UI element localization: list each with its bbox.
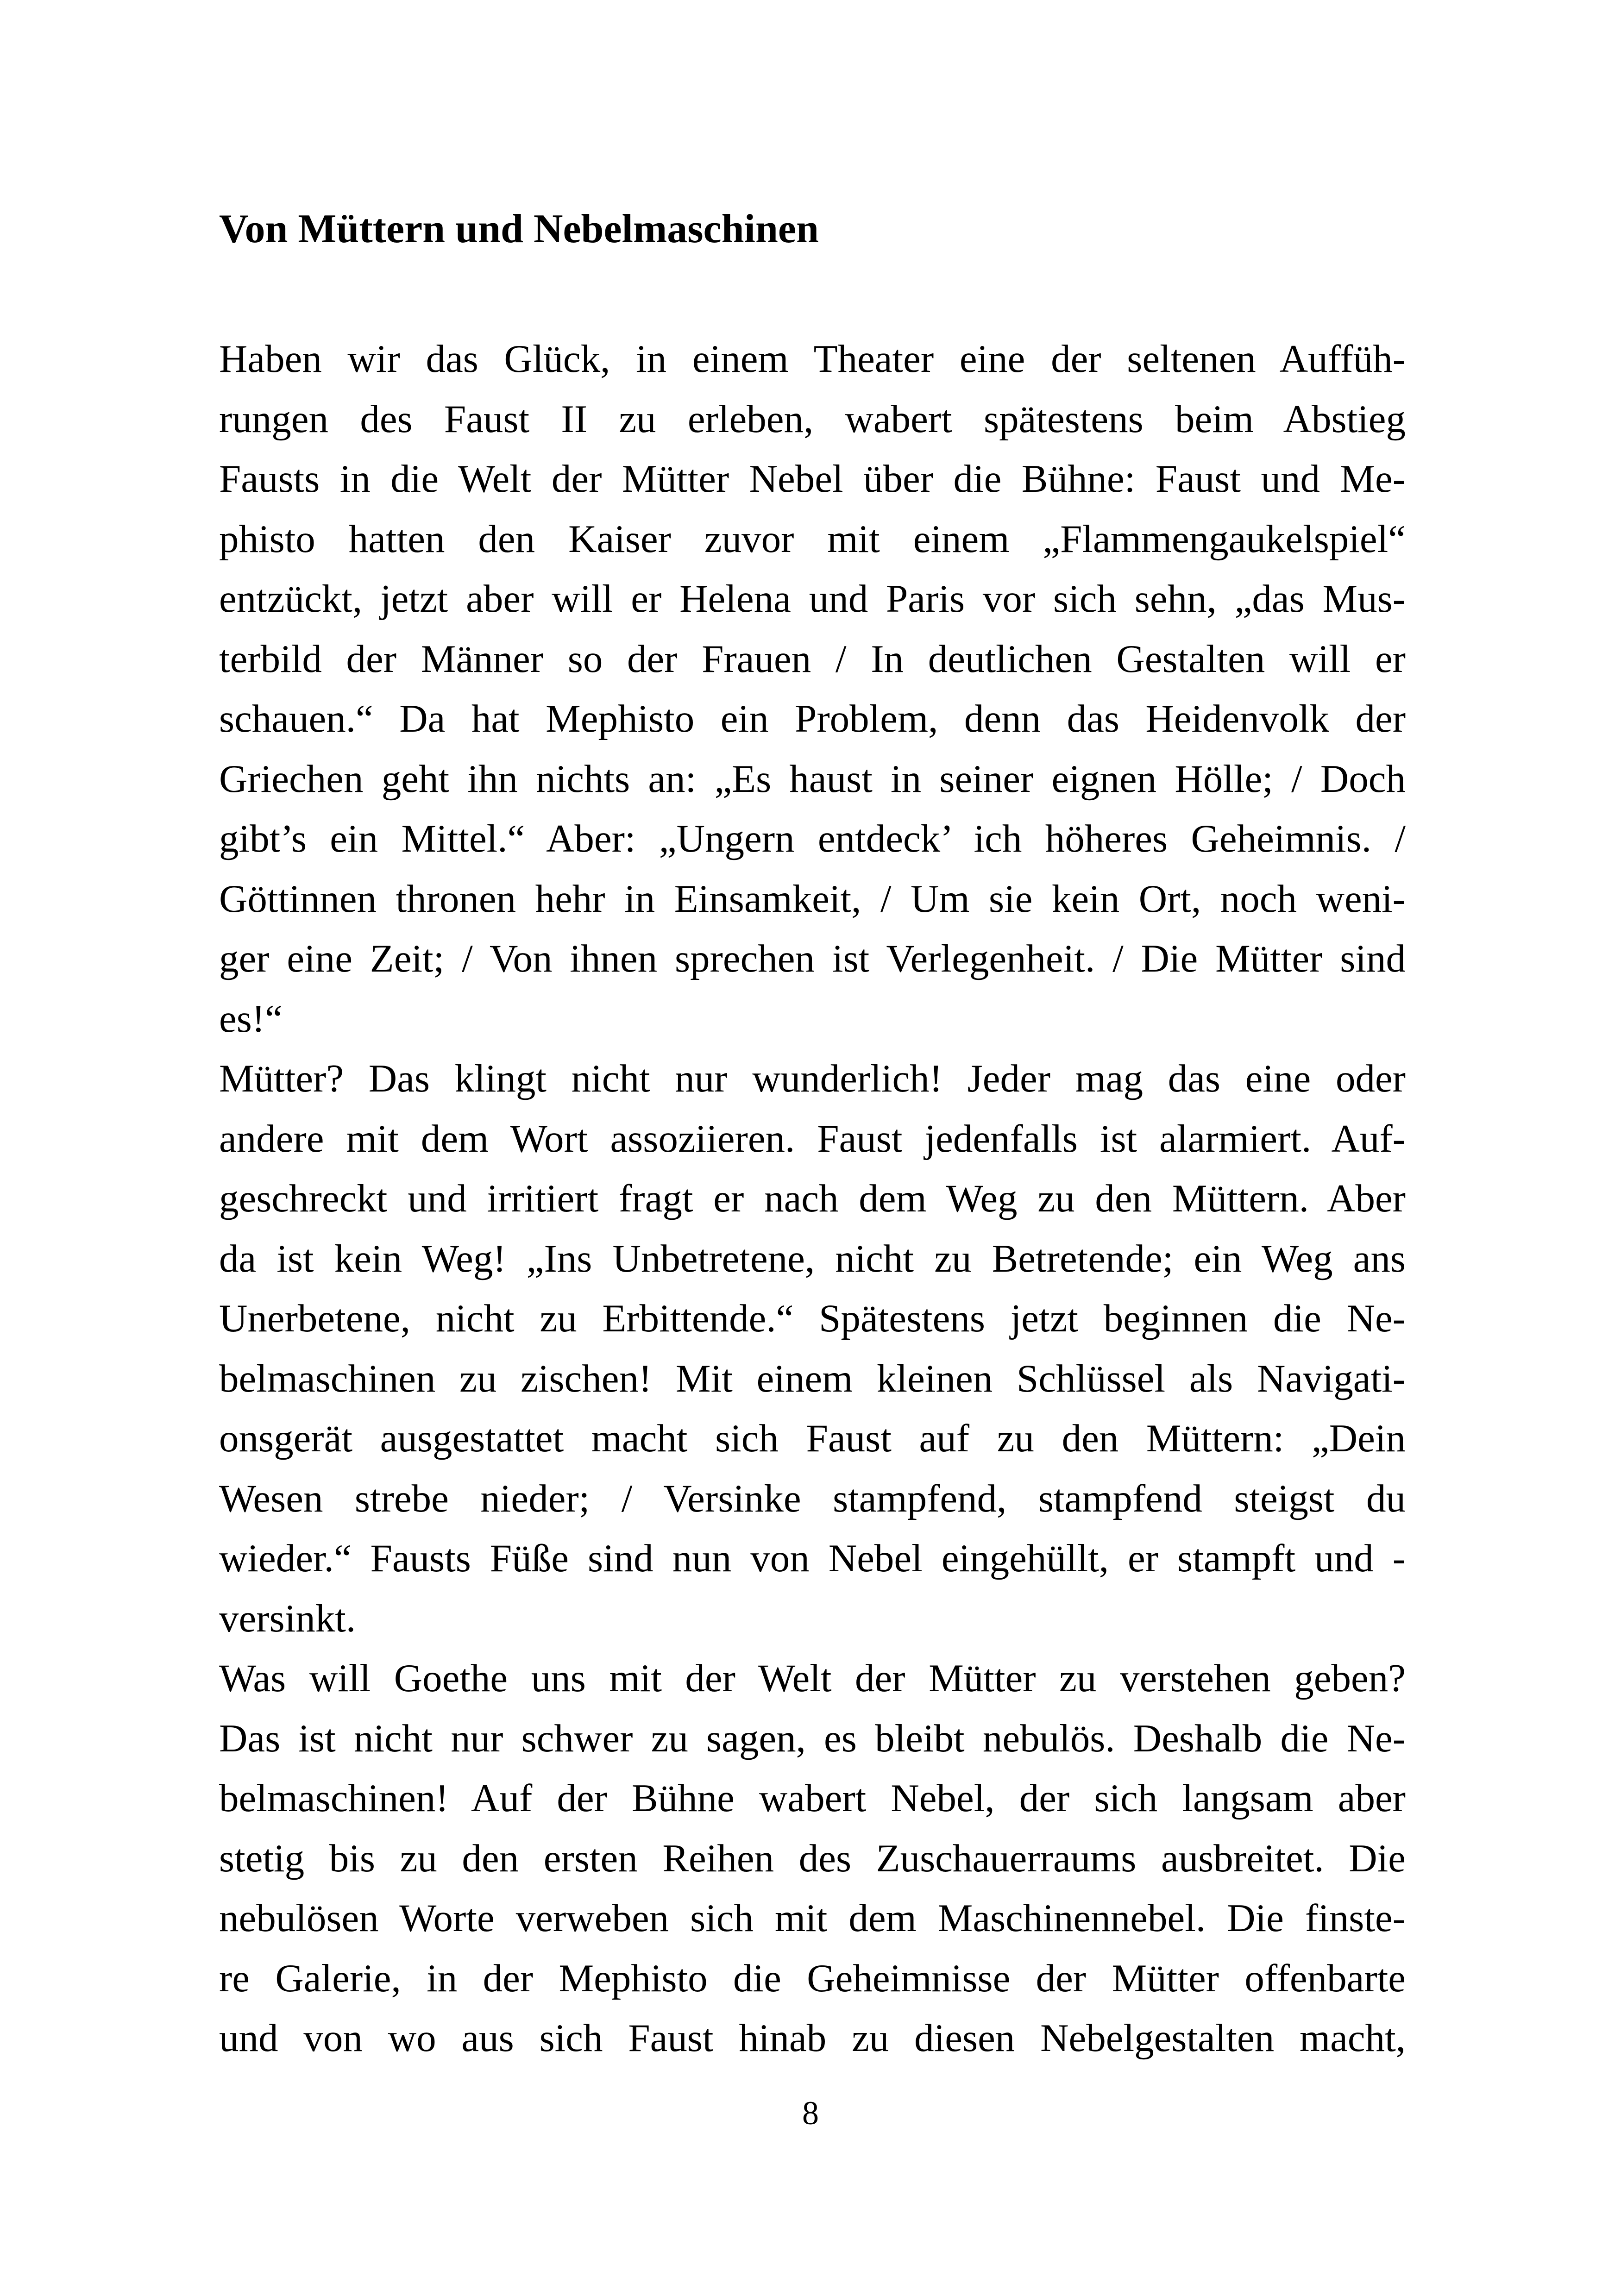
- text-line: gibt’s ein Mittel.“ Aber: „Ungern entdeck’ ich höheres Geheimnis. /: [219, 817, 1406, 860]
- text-line: schauen.“ Da hat Mephisto ein Problem, denn das Heidenvolk der: [219, 697, 1406, 740]
- paragraph-end-line: es!“: [219, 997, 283, 1041]
- text-line: Wesen strebe nieder; / Versinke stampfend, stampfend steigst du: [219, 1476, 1406, 1520]
- text-line: geschreckt und irritiert fragt er nach dem Weg zu den Müttern. Aber: [219, 1177, 1406, 1220]
- text-line: terbild der Männer so der Frauen / In deutlichen Gestalten will er: [219, 637, 1406, 681]
- body-text: [219, 329, 1406, 2069]
- text-line: wieder.“ Fausts Füße sind nun von Nebel eingehüllt, er stampft und -: [219, 1537, 1406, 1580]
- page-title: Von Müttern und Nebelmaschinen: [219, 207, 819, 251]
- paragraph-end-line: versinkt.: [219, 1596, 356, 1640]
- text-line: Haben wir das Glück, in einem Theater eine der seltenen Auffüh-: [219, 337, 1406, 381]
- text-line: entzückt, jetzt aber will er Helena und Paris vor sich sehn, „das Mus-: [219, 577, 1406, 621]
- text-line: belmaschinen zu zischen! Mit einem kleinen Schlüssel als Navigati-: [219, 1356, 1406, 1400]
- text-line: Fausts in die Welt der Mütter Nebel über die Bühne: Faust und Me-: [219, 457, 1406, 501]
- text-line: andere mit dem Wort assoziieren. Faust jedenfalls ist alarmiert. Auf-: [219, 1117, 1406, 1161]
- text-line: Unerbetene, nicht zu Erbittende.“ Spätestens jetzt beginnen die Ne-: [219, 1297, 1406, 1340]
- text-line: onsgerät ausgestattet macht sich Faust auf zu den Müttern: „Dein: [219, 1417, 1406, 1460]
- text-line: ger eine Zeit; / Von ihnen sprechen ist Verlegenheit. / Die Mütter sind: [219, 937, 1406, 980]
- text-line: phisto hatten den Kaiser zuvor mit einem „Flammengaukelspiel“: [219, 517, 1406, 561]
- page-number: 8: [802, 2095, 819, 2132]
- text-line: Griechen geht ihn nichts an: „Es haust in seiner eignen Hölle; / Doch: [219, 757, 1406, 801]
- text-line: Das ist nicht nur schwer zu sagen, es bleibt nebulös. Deshalb die Ne-: [219, 1716, 1406, 1760]
- text-line: da ist kein Weg! „Ins Unbetretene, nicht zu Betretende; ein Weg ans: [219, 1236, 1406, 1280]
- text-line: und von wo aus sich Faust hinab zu diesen Nebelgestalten macht,: [219, 2016, 1406, 2060]
- text-line: Was will Goethe uns mit der Welt der Mütter zu verstehen geben?: [219, 1656, 1406, 1700]
- text-line: belmaschinen! Auf der Bühne wabert Nebel, der sich langsam aber: [219, 1776, 1406, 1820]
- text-line: nebulösen Worte verweben sich mit dem Maschinennebel. Die finste-: [219, 1896, 1406, 1940]
- text-line: Göttinnen thronen hehr in Einsamkeit, / Um sie kein Ort, noch weni-: [219, 877, 1406, 921]
- text-line: stetig bis zu den ersten Reihen des Zuschauerraums ausbreitet. Die: [219, 1836, 1406, 1880]
- text-line: re Galerie, in der Mephisto die Geheimnisse der Mütter offenbarte: [219, 1956, 1406, 2000]
- text-line: rungen des Faust II zu erleben, wabert spätestens beim Abstieg: [219, 397, 1406, 441]
- text-line: Mütter? Das klingt nicht nur wunderlich! Jeder mag das eine oder: [219, 1057, 1406, 1100]
